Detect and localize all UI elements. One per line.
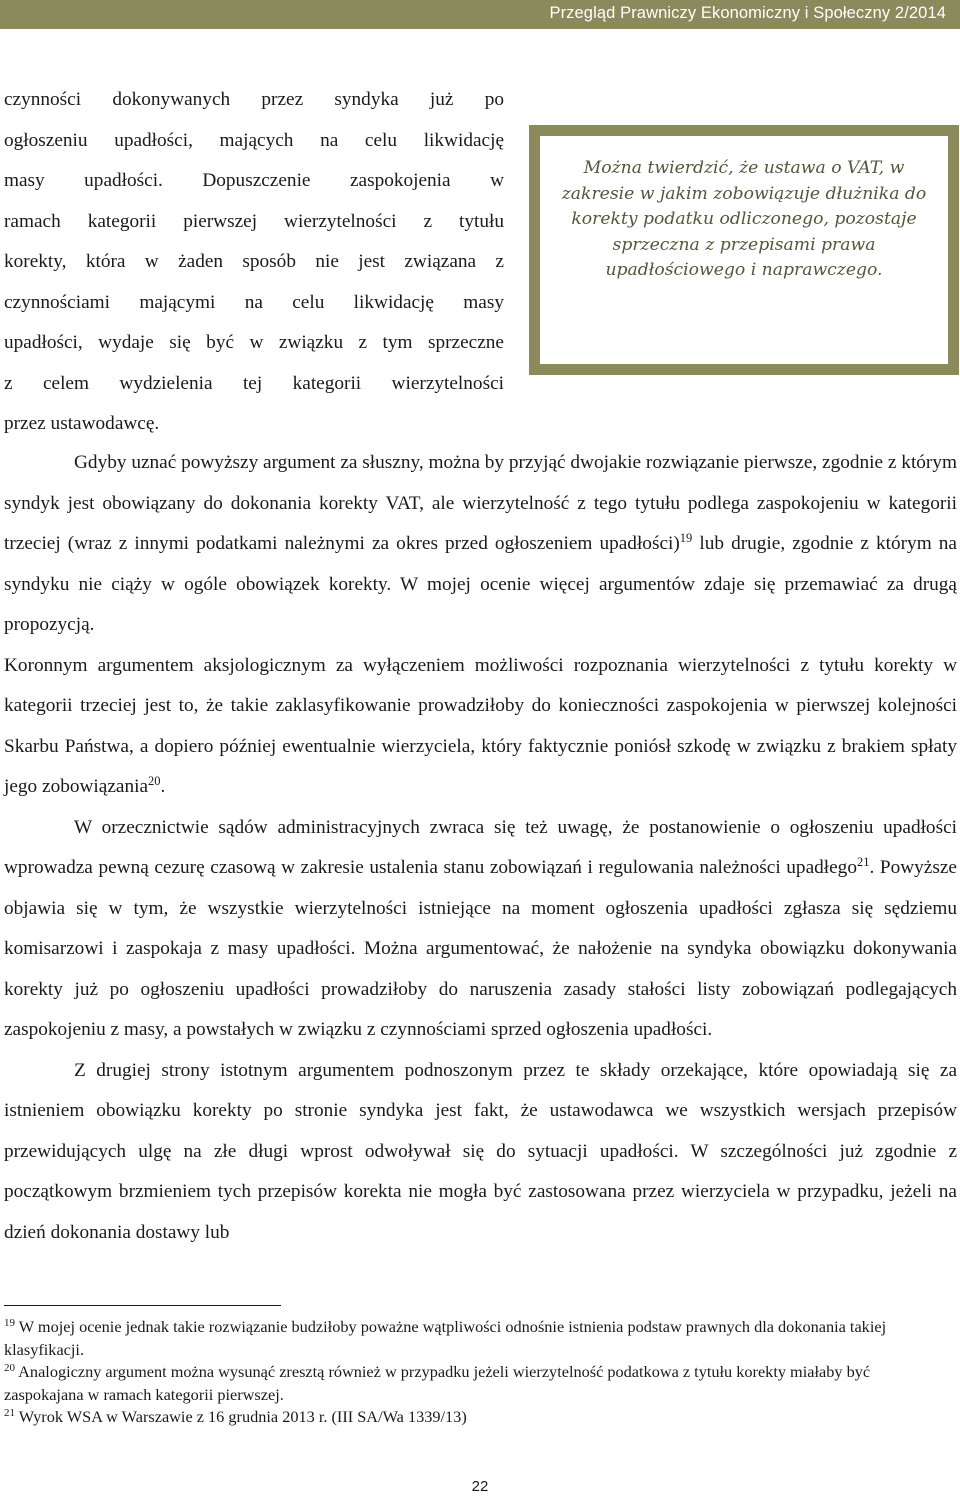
intro-line: ogłoszeniu upadłości, mających na celu likwidację [4,129,504,151]
intro-line: korekty, która w żaden sposób nie jest związana z [4,251,504,272]
pull-quote-frame [538,134,950,366]
intro-line: ramach kategorii pierwszej wierzytelności z tytułu [4,210,504,232]
footnote-ref: 21 [856,855,870,869]
paragraph-text: lub drugie, zgodnie z którym na syndyku nie ciąży w ogóle obowiązek korekty. W mojej ocenie więcej argumentów zdaje się przemawiać za drugą propozycją. [4,533,957,635]
footnote-divider [4,1305,281,1306]
intro-line: przez ustawodawcę. [4,413,160,434]
footnote-text: W mojej ocenie jednak takie rozwiązanie budziłoby poważne wątpliwości odnośnie istnienia podstaw prawnych dla dokonania takiej klasyfikacji. [4,1317,887,1359]
paragraph [4,646,957,808]
footnotes [4,1316,934,1429]
footnote-number: 20 [4,1362,15,1374]
paragraph-text: . Powyższe objawia się w tym, że wszystkie wierzytelności istniejące na moment ogłoszenia upadłości zgłasza się sędziemu komisarzowi i zaspokaja z masy upadłości. Można argumentować, że nałożenie na syndyka obowiązku dokonywania korekty już po ogłoszeniu upadłości prowadziłoby do naruszenia zasady stałości listy zobowiązań podlegających zaspokojeniu z masy, a powstałych w związku z czynnościami sprzed ogłoszenia upadłości. [4,857,957,1040]
footnote [4,1361,934,1406]
journal-header-bar [0,0,960,29]
paragraph-text: . [160,776,166,797]
intro-line: czynnościami mającymi na celu likwidację masy [4,291,504,313]
paragraph-text: Gdyby uznać powyższy argument za słuszny, można by przyjąć dwojakie rozwiązanie pierwsze, zgodnie z którym syndyk jest obowiązany do dokonania korekty VAT, ale wierzytelność z tego tytułu podlega zaspokojeniu w kategorii trzeciej (wraz z innymi podatkami należnymi za okres przed ogłoszeniem upadłości) [4,452,957,554]
intro-column [4,80,504,445]
footnote [4,1316,934,1361]
page-number: 22 [471,1478,489,1495]
intro-line: upadłości, wydaje się być w związku z tym sprzeczne [4,332,504,353]
intro-line: masy upadłości. Dopuszczenie zaspokojenia w [4,170,504,191]
paragraph [4,443,957,646]
footnote-ref: 19 [679,531,693,545]
paragraph: Z drugiej strony istotnym argumentem podnoszonym przez te składy orzekające, które opowiadają się za istnieniem obowiązku korekty po stronie syndyka jest fakt, że ustawodawca we wszystkich wersjach przepisów przewidujących ulgę na złe długi wprost odwoływał się do sytuacji upadłości. W szczególności już zgodnie z początkowym brzmieniem tych przepisów korekta nie mogła być zastosowana przez wierzyciela w przypadku, jeżeli na dzień dokonania dostawy lub [4,1059,957,1243]
footnote-text: Wyrok WSA w Warszawie z 16 grudnia 2013 r. (III SA/Wa 1339/13) [15,1407,467,1426]
paragraph-text: Koronnym argumentem aksjologicznym za wyłączeniem możliwości rozpoznania wierzytelności z tytułu korekty w kategorii trzeciej jest to, że takie zaklasyfikowanie prowadziłoby do konieczności zaspokojenia w pierwszej kolejności Skarbu Państwa, a dopiero później ewentualnie wierzyciela, który faktycznie poniósł szkodę w związku z brakiem spłaty jego zobowiązania [4,654,957,797]
pull-quote-box [529,125,959,375]
journal-title: Przegląd Prawniczy Ekonomiczny i Społeczny 2/2014 [549,4,946,22]
body-text [4,443,957,1253]
intro-line: z celem wydzielenia tej kategorii wierzytelności [4,372,504,394]
footnote-number: 19 [4,1317,15,1329]
footnote [4,1406,934,1429]
paragraph [4,808,957,1051]
pull-quote-text: Można twierdzić, że ustawa o VAT, w zakresie w jakim zobowiązuje dłużnika do korekty podatku odliczonego, pozostaje sprzeczna z przepisami prawa upadłościowego i naprawczego. [561,158,927,280]
paragraph-text: W orzecznictwie sądów administracyjnych zwraca się też uwagę, że postanowienie o ogłoszeniu upadłości wprowadza pewną cezurę czasową w zakresie ustalenia stanu zobowiązań i regulowania należności upadłego [4,816,957,878]
footnote-ref: 20 [148,774,161,788]
footnote-number: 21 [4,1407,15,1419]
footnote-text: Analogiczny argument można wysunąć zresztą również w przypadku jeżeli wierzytelność podatkowa z tytułu korekty miałaby być zaspokajana w ramach kategorii pierwszej. [4,1362,871,1404]
intro-line: czynności dokonywanych przez syndyka już po [4,89,504,110]
